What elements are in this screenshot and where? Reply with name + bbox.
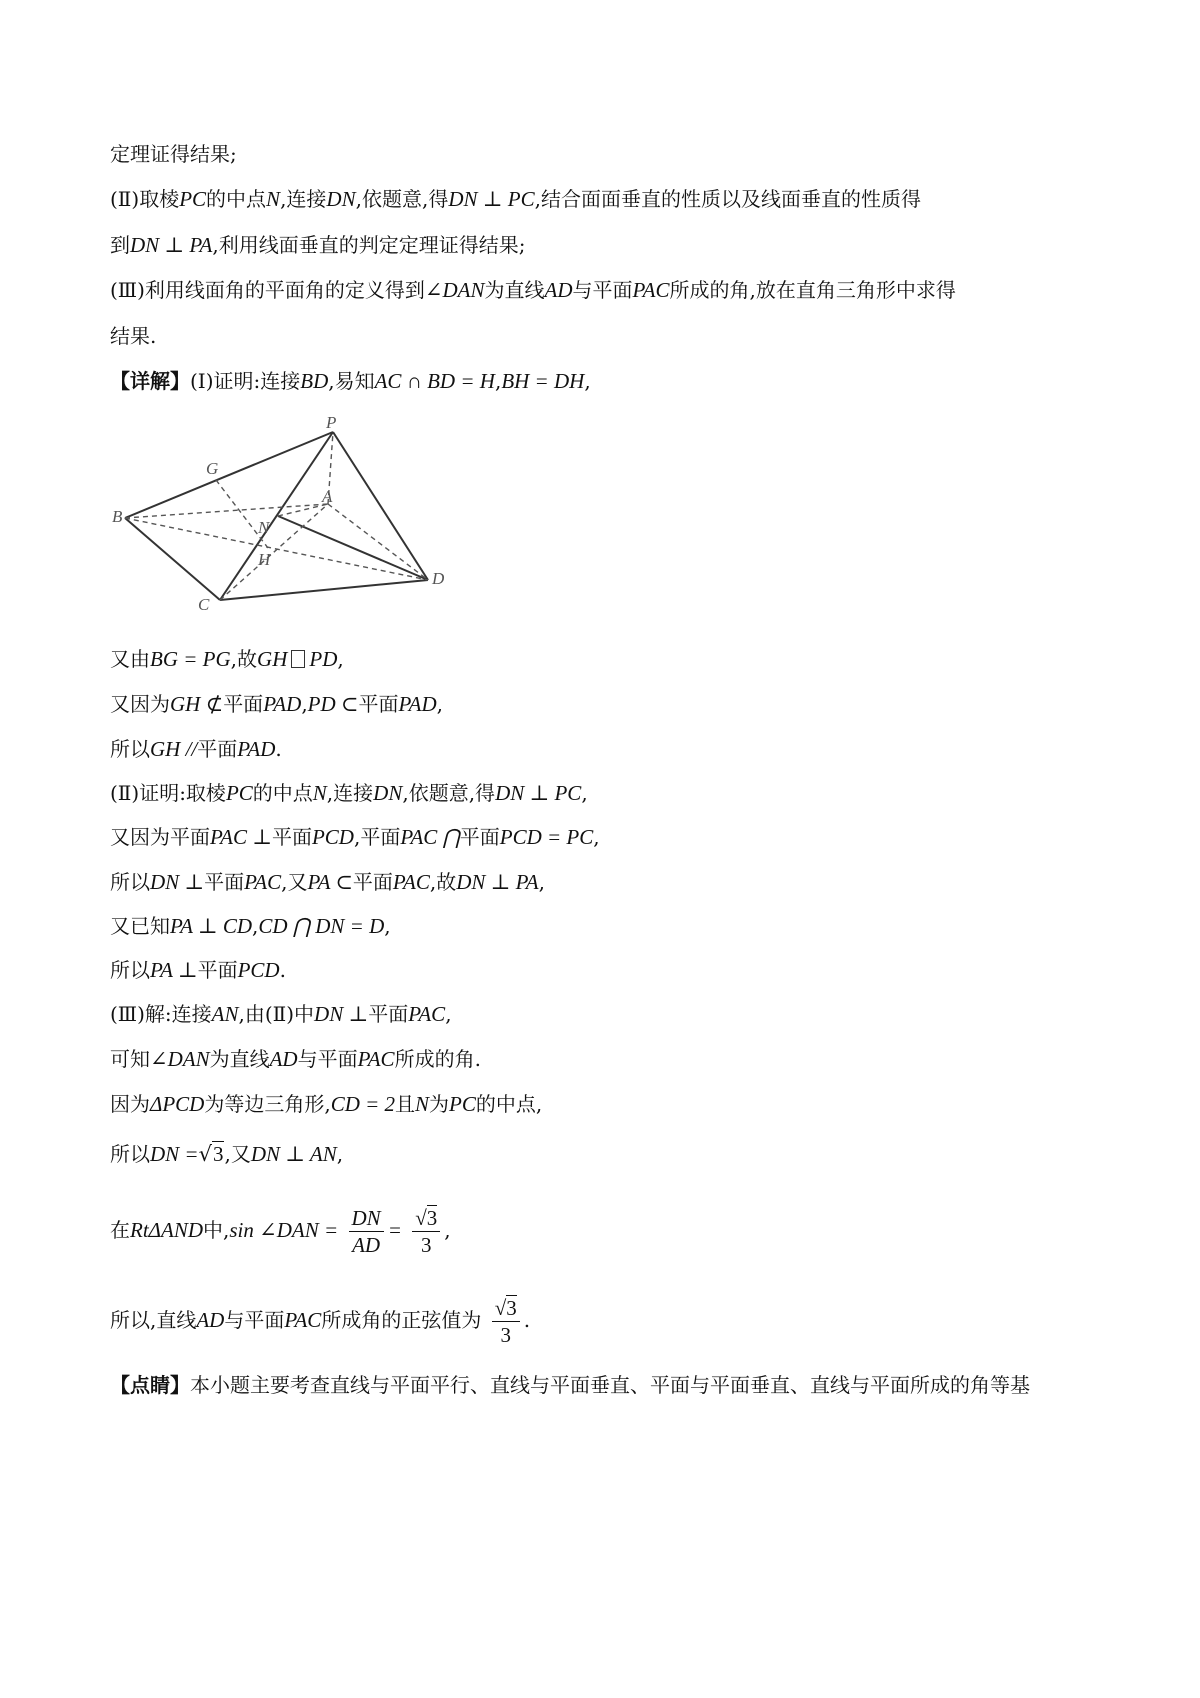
edge-NA (278, 504, 328, 516)
pyramid-diagram (112, 413, 478, 668)
text-line-10: (Ⅱ)证明:取棱PC的中点N,连接DN,依题意,得DN ⊥ PC, (110, 781, 588, 805)
text-line-8: 又因为GH ⊄平面PAD,PD ⊂平面PAD, (110, 692, 443, 716)
edge-PD (333, 432, 428, 580)
text-line-21: 【点睛】本小题主要考查直线与平面平行、直线与平面垂直、平面与平面垂直、直线与平面所成的角等基 (110, 1373, 1030, 1397)
edge-CD (220, 580, 428, 600)
text-line-20: 所以,直线AD与平面PAC所成角的正弦值为 $\frac{√3}{3}$ . (110, 1296, 531, 1347)
text-line-9: 所以GH //平面PAD. (110, 737, 282, 761)
edge-BP (125, 432, 333, 518)
label-G: G (206, 459, 219, 478)
label-P: P (326, 413, 337, 432)
text-line-17: 因为ΔPCD为等边三角形,CD = 2且N为PC的中点, (110, 1092, 543, 1116)
text-line-7: 又由BG = PG,故GH PD, (110, 647, 344, 671)
label-B: B (112, 507, 123, 526)
text-line-5: 结果. (110, 324, 157, 348)
edge-BC (125, 518, 220, 600)
text-line-2: (Ⅱ)取棱PC的中点N,连接DN,依题意,得DN ⊥ PC,结合面面垂直的性质以及线面垂直的性质得 (110, 187, 921, 211)
edge-ND (278, 516, 428, 580)
text-line-6: 【详解】(Ⅰ)证明:连接BD,易知AC ∩ BD = H,BH = DH, (110, 369, 591, 393)
solid-edges (125, 432, 428, 600)
label-N: N (258, 518, 270, 537)
text-line-12: 所以DN ⊥平面PAC,又PA ⊂平面PAC,故DN ⊥ PA, (110, 870, 545, 894)
edge-CP (220, 432, 333, 600)
text-line-1: 定理证得结果; (110, 142, 237, 166)
label-C: C (198, 595, 210, 614)
text-line-11: 又因为平面PAC ⊥平面PCD,平面PAC ⋂平面PCD = PC, (110, 825, 600, 849)
text-line-14: 所以PA ⊥平面PCD. (110, 958, 286, 982)
fraction-dn-ad: $\frac{DN}{AD}$ (349, 1205, 384, 1258)
text-line-4: (Ⅲ)利用线面角的平面角的定义得到∠DAN为直线AD与平面PAC所成的角,放在直角三角形中求得 (110, 278, 956, 302)
label-D: D (432, 569, 445, 588)
text-line-16: 可知∠DAN为直线AD与平面PAC所成的角. (110, 1047, 481, 1071)
text-line-3: 到DN ⊥ PA,利用线面垂直的判定定理证得结果; (110, 233, 526, 257)
edge-AD (328, 504, 428, 580)
fraction-sine-value: $\frac{√3}{3}$ (492, 1295, 520, 1348)
text-line-13: 又已知PA ⊥ CD,CD ⋂ DN = D, (110, 914, 391, 938)
text-line-15: (Ⅲ)解:连接AN,由(Ⅱ)中DN ⊥平面PAC, (110, 1002, 452, 1026)
text-line-19: 在RtΔAND中,sin ∠DAN = $\frac{DN}{AD}$ = $\frac{√3}{3}$ , (110, 1206, 451, 1257)
label-H: H (258, 550, 271, 569)
fraction-sqrt3-3: $\frac{√3}{3}$ (412, 1205, 440, 1258)
text-line-18: 所以DN =√3,又DN ⊥ AN, (110, 1142, 344, 1166)
missing-glyph (291, 650, 305, 668)
label-A: A (322, 487, 333, 506)
